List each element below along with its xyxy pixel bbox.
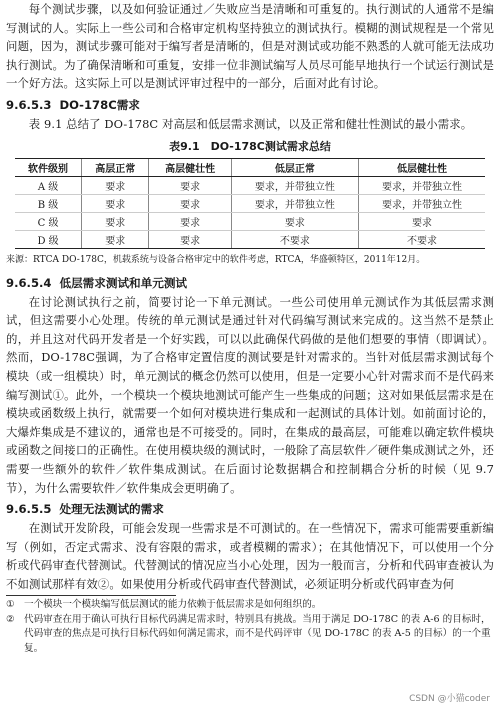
table-title: 表9.1 DO-178C测试需求总结 [169, 139, 331, 153]
section-heading-unit-testing [6, 275, 494, 291]
table-cell: 要求 [82, 230, 149, 248]
footnote-divider [6, 595, 176, 596]
footnote-text: 一个模块一个模块编写低层测试的能力依赖于低层需求是如何组织的。 [24, 599, 322, 611]
table-cell: 要求 [149, 176, 231, 194]
footnote-text: 代码审查在用于确认可执行目标代码满足需求时，特别具有挑战。当用于满足 DO-178C 的表 A-6 的目标时，代码审查的焦点是可执行目标代码如何满足需求，而不是代码评审（见 DO-178C 的表 A-5 的目标）的一个重复。 [24, 613, 491, 654]
table-cell: 要求 [82, 194, 149, 212]
table-cell: 要求，并带独立性 [231, 194, 358, 212]
header-cell: 低层健壮性 [358, 158, 485, 176]
footnote-mark: ① [6, 599, 15, 611]
section-heading-do178c [6, 97, 494, 113]
section-number: 9.6.5.4 [6, 275, 52, 290]
table-cell: B 级 [15, 194, 82, 212]
untestable-paragraph: 在测试开发阶段，可能会发现一些需求是不可测试的。在一些情况下，需求可能需要重新编写（例如，否定式需求、没有容限的需求，或者模糊的需求）；在其他情况下，可以使用一个分析或代码审查代替测试。代替测试的情况应当小心处理，因为一般而言，分析和代码审查被认为不如测试那样有效②。如果使用分析或代码审查代替测试，必须证明分析或代码审查为何 [6, 521, 494, 591]
header-cell: 高层健壮性 [149, 158, 231, 176]
table-cell: 要求 [149, 194, 231, 212]
table-cell: 不要求 [358, 230, 485, 248]
section-title: 处理无法测试的需求 [59, 502, 164, 517]
table-cell: 要求 [82, 176, 149, 194]
table-cell: 要求 [149, 212, 231, 230]
table-cell: 要求 [82, 212, 149, 230]
table-cell: 不要求 [231, 230, 358, 248]
footnote [6, 613, 494, 656]
table-cell: 要求 [231, 212, 358, 230]
table-cell: 要求，并带独立性 [358, 194, 485, 212]
table-cell: 要求，并带独立性 [358, 176, 485, 194]
table-cell: C 级 [15, 212, 82, 230]
header-cell: 高层正常 [82, 158, 149, 176]
footnote [6, 598, 494, 612]
table-cell: D 级 [15, 230, 82, 248]
section-number: 9.6.5.3 [6, 97, 52, 112]
requirements-table [15, 158, 485, 249]
table-row [15, 230, 485, 248]
watermark: CSDN @小猫coder [409, 694, 490, 704]
table-cell: 要求 [358, 212, 485, 230]
section-number: 9.6.5.5 [6, 502, 52, 517]
header-cell: 低层正常 [231, 158, 358, 176]
header-cell: 软件级别 [15, 158, 82, 176]
table-cell: 要求，并带独立性 [231, 176, 358, 194]
table-row [15, 212, 485, 230]
section-title: DO-178C需求 [59, 97, 140, 112]
table-source-note: 来源：RTCA DO-178C，机载系统与设备合格审定中的软件考虑，RTCA，华盛顿特区，2011年12月。 [6, 254, 426, 265]
table-cell: A 级 [15, 176, 82, 194]
table-intro-paragraph: 表 9.1 总结了 DO-178C 对高层和低层需求测试，以及正常和健壮性测试的最小需求。 [28, 116, 473, 131]
unit-testing-paragraph: 在讨论测试执行之前，简要讨论一下单元测试。一些公司使用单元测试作为其低层需求测试，但这需要小心处理。传统的单元测试是通过针对代码编写测试来完成的。这当然不是禁止的，并且这对代码开发者是一个好实践，可以以此确保代码做的是他们想要的事情（即调试）。然而，DO-178C强调，为了合格审定置信度的测试要是针对需求的。当针对低层需求测试每个模块（或一组模块）时，单元测试的概念仍然可以使用，但是一定要小心针对需求而不是代码来编写测试①。此外，一个模块一个模块地测试可能产生一些集成的问题；这对如果低层需求是在模块或函数级上执行，就需要一个如何对模块进行集成和一起测试的具体计划。如前面讨论的，大爆炸集成是不建议的，通常也是不可接受的。同时，在集成的最高层，可能难以确定软件模块或函数之间接口的正确性。在使用模块级的测试时，一般除了高层软件／硬件集成测试之外，还需要一些额外的软件／软件集成测试。在后面讨论数据耦合和控制耦合分析的时候（见 9.7 节），为什么需要软件／软件集成会更明确了。 [6, 294, 494, 495]
section-title: 低层需求测试和单元测试 [59, 275, 188, 290]
table-row [15, 176, 485, 194]
footnote-mark: ② [6, 613, 15, 625]
intro-paragraph: 每个测试步骤，以及如何验证通过／失败应当是清晰和可重复的。执行测试的人通常不是编写测试的人。实际上一些公司和合格审定机构坚持独立的测试执行。模糊的测试规程是一个常见问题，因为，测试步骤可能对于编写者是清晰的，但是对测试或功能不熟悉的人就可能无法成功执行测试。为了确保清晰和可重复，安排一位非测试编写人员尽可能早地执行一个试运行测试是一个好方法。这实际上可以是测试评审过程中的一部分，后面对此有讨论。 [6, 2, 494, 91]
table-header-row [15, 158, 485, 176]
table-cell: 要求 [149, 230, 231, 248]
table-row [15, 194, 485, 212]
section-heading-untestable [6, 501, 494, 517]
